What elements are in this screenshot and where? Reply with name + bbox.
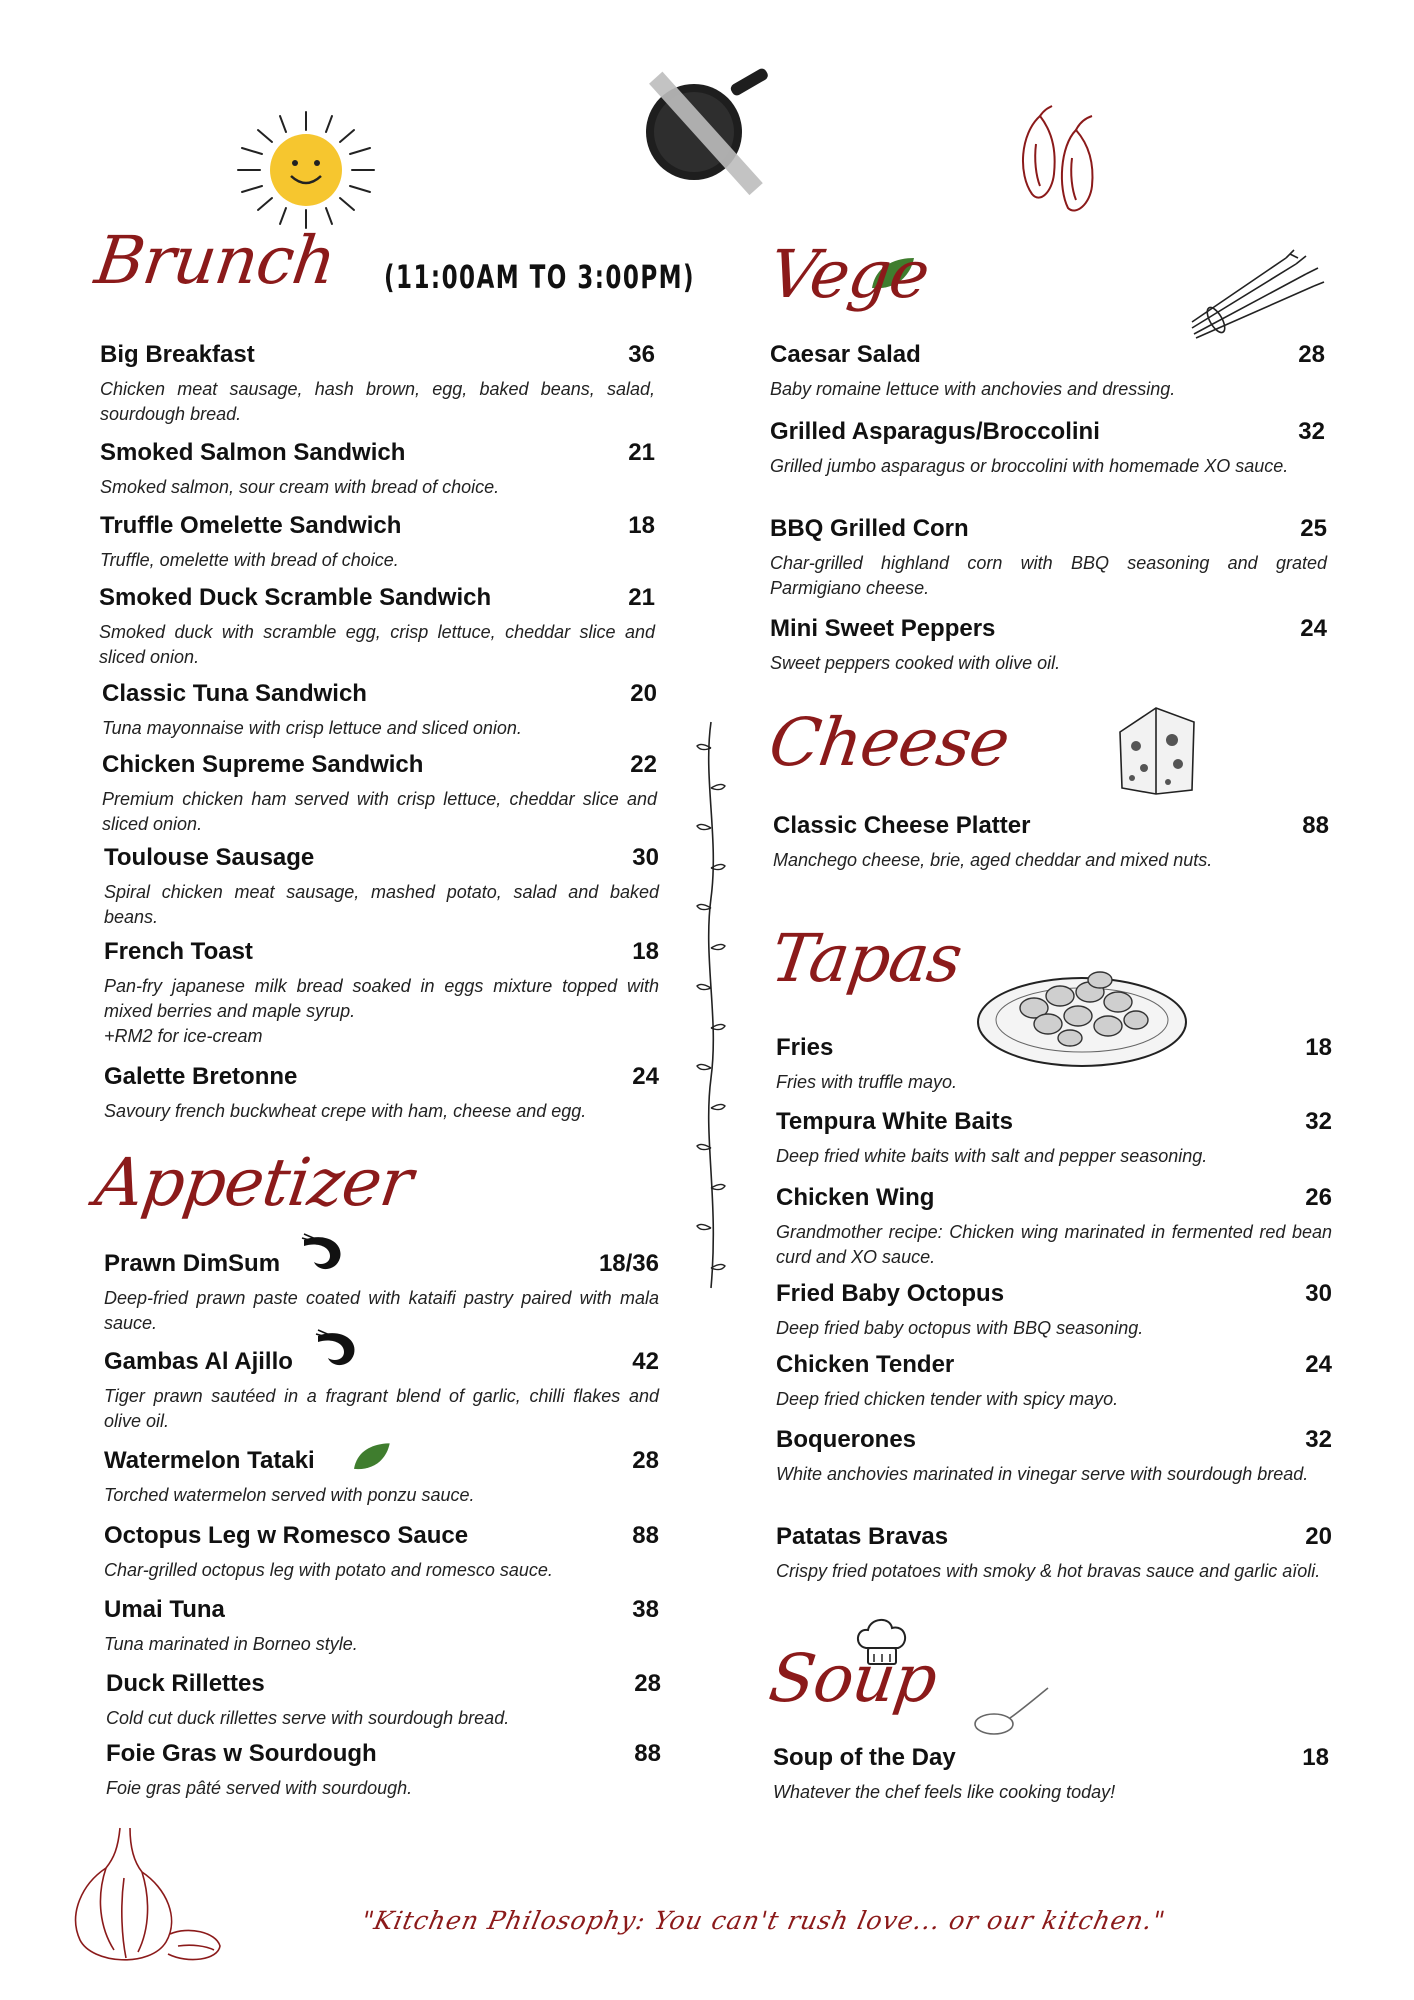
item-name: Smoked Duck Scramble Sandwich <box>99 584 492 611</box>
item-name: Foie Gras w Sourdough <box>106 1740 377 1767</box>
item-description: Baby romaine lettuce with anchovies and dressing. <box>770 379 1176 399</box>
cheese-title: Cheese <box>764 704 1014 781</box>
item-price: 24 <box>1305 1351 1332 1378</box>
item-price: 88 <box>634 1740 661 1767</box>
vine-divider-icon <box>688 718 734 1294</box>
item-name: Boquerones <box>776 1426 917 1453</box>
item-description: Chicken meat sausage, hash brown, egg, baked beans, salad, sourdough bread. <box>100 379 655 424</box>
item-name: Duck Rillettes <box>106 1670 265 1697</box>
item-description: Smoked salmon, sour cream with bread of choice. <box>100 477 500 497</box>
item-price: 22 <box>630 751 657 778</box>
item-description: Crispy fried potatoes with smoky & hot bravas sauce and garlic aïoli. <box>776 1561 1321 1581</box>
item-description: Spiral chicken meat sausage, mashed potato, salad and baked beans. <box>104 882 659 927</box>
item-description: Cold cut duck rillettes serve with sourdough bread. <box>106 1708 510 1728</box>
item-name: BBQ Grilled Corn <box>770 515 969 542</box>
item-price: 25 <box>1300 515 1327 542</box>
item-description: Fries with truffle mayo. <box>776 1072 958 1092</box>
item-description: White anchovies marinated in vinegar serve with sourdough bread. <box>776 1464 1309 1484</box>
item-description: Manchego cheese, brie, aged cheddar and mixed nuts. <box>773 850 1213 870</box>
asparagus-icon <box>1186 238 1328 342</box>
item-description: Char-grilled highland corn with BBQ seasoning and grated Parmigiano cheese. <box>770 553 1327 598</box>
item-price: 18 <box>632 938 659 965</box>
kitchen-philosophy-quote: "Kitchen Philosophy: You can't rush love... or our kitchen." <box>358 1906 1169 1935</box>
item-description: Deep fried white baits with salt and pepper seasoning. <box>776 1146 1208 1166</box>
item-price: 36 <box>628 341 655 368</box>
item-price: 32 <box>1298 418 1325 445</box>
skillet-icon <box>636 68 776 208</box>
item-name: Chicken Tender <box>776 1351 955 1378</box>
item-description: Deep fried baby octopus with BBQ seasoning. <box>776 1318 1144 1338</box>
item-name: Octopus Leg w Romesco Sauce <box>104 1522 469 1549</box>
item-price: 28 <box>632 1447 659 1474</box>
item-description: Foie gras pâté served with sourdough. <box>106 1778 413 1798</box>
item-name: Classic Cheese Platter <box>773 812 1031 839</box>
item-price: 21 <box>628 439 655 466</box>
item-name: Fried Baby Octopus <box>776 1280 1005 1307</box>
soup-title: Soup <box>764 1640 942 1717</box>
item-price: 88 <box>632 1522 659 1549</box>
item-description: Savoury french buckwheat crepe with ham, cheese and egg. <box>104 1101 587 1121</box>
item-name: Watermelon Tataki <box>104 1447 315 1474</box>
item-price: 32 <box>1305 1108 1332 1135</box>
item-description: Tiger prawn sautéed in a fragrant blend of garlic, chilli flakes and olive oil. <box>104 1386 659 1431</box>
item-price: 38 <box>632 1596 659 1623</box>
item-description: Deep fried chicken tender with spicy mayo. <box>776 1389 1119 1409</box>
item-name: Patatas Bravas <box>776 1523 949 1550</box>
item-description: Tuna marinated in Borneo style. <box>104 1634 358 1654</box>
item-name: Big Breakfast <box>100 341 255 368</box>
item-price: 42 <box>632 1348 659 1375</box>
item-description: Torched watermelon served with ponzu sauce. <box>104 1485 475 1505</box>
item-name: Grilled Asparagus/Broccolini <box>770 418 1100 445</box>
brunch-hours: (11:00AM TO 3:00PM) <box>384 258 695 296</box>
item-price: 20 <box>1305 1523 1332 1550</box>
item-price: 28 <box>634 1670 661 1697</box>
item-price: 26 <box>1305 1184 1332 1211</box>
item-name: Tempura White Baits <box>776 1108 1013 1135</box>
item-name: Galette Bretonne <box>104 1063 298 1090</box>
item-description: Char-grilled octopus leg with potato and romesco sauce. <box>104 1560 553 1580</box>
appetizer-title: Appetizer <box>90 1144 417 1221</box>
tapas-title: Tapas <box>766 920 967 997</box>
item-name: Prawn DimSum <box>104 1250 281 1277</box>
item-price: 24 <box>632 1063 659 1090</box>
item-description: Whatever the chef feels like cooking today! <box>773 1782 1116 1802</box>
item-name: Umai Tuna <box>104 1596 225 1623</box>
brunch-title: Brunch <box>90 222 340 299</box>
item-name: Chicken Supreme Sandwich <box>102 751 424 778</box>
item-description: Pan-fry japanese milk bread soaked in eggs mixture topped with mixed berries and maple syrup. +RM2 for ice-cream <box>104 976 659 1046</box>
item-price: 18/36 <box>598 1250 659 1277</box>
item-name: Truffle Omelette Sandwich <box>100 512 402 539</box>
item-description: Grandmother recipe: Chicken wing marinated in fermented red bean curd and XO sauce. <box>776 1222 1332 1267</box>
item-name: Mini Sweet Peppers <box>770 615 996 642</box>
item-price: 30 <box>632 844 659 871</box>
item-name: Soup of the Day <box>773 1744 956 1771</box>
vegetarian-leaf-icon <box>350 1440 392 1474</box>
garlic-icon <box>58 1818 228 1974</box>
item-name: Gambas Al Ajillo <box>104 1348 293 1375</box>
cheese-icon <box>1112 702 1200 800</box>
item-name: Smoked Salmon Sandwich <box>100 439 406 466</box>
item-price: 18 <box>628 512 655 539</box>
item-price: 32 <box>1305 1426 1332 1453</box>
item-name: French Toast <box>104 938 253 965</box>
sun-icon <box>228 108 384 232</box>
shrimp-icon <box>298 1232 346 1274</box>
vege-title: Vege <box>764 236 934 313</box>
item-description: Smoked duck with scramble egg, crisp lettuce, cheddar slice and sliced onion. <box>99 622 655 667</box>
item-description: Deep-fried prawn paste coated with kataifi pastry paired with mala sauce. <box>104 1288 659 1333</box>
chili-peppers-icon <box>1010 104 1120 220</box>
item-price: 18 <box>1302 1744 1329 1771</box>
item-price: 88 <box>1302 812 1329 839</box>
item-description: Tuna mayonnaise with crisp lettuce and sliced onion. <box>102 718 522 738</box>
item-price: 21 <box>628 584 655 611</box>
item-name: Chicken Wing <box>776 1184 935 1211</box>
item-price: 24 <box>1300 615 1327 642</box>
item-price: 30 <box>1305 1280 1332 1307</box>
item-price: 28 <box>1298 341 1325 368</box>
item-description: Grilled jumbo asparagus or broccolini with homemade XO sauce. <box>770 456 1289 476</box>
item-price: 18 <box>1305 1034 1332 1061</box>
tapas-plate-icon <box>972 950 1192 1070</box>
item-description: Truffle, omelette with bread of choice. <box>100 550 399 570</box>
item-name: Caesar Salad <box>770 341 921 368</box>
item-price: 20 <box>630 680 657 707</box>
item-name: Toulouse Sausage <box>104 844 315 871</box>
item-description: Sweet peppers cooked with olive oil. <box>770 653 1061 673</box>
item-name: Classic Tuna Sandwich <box>102 680 367 707</box>
item-description: Premium chicken ham served with crisp lettuce, cheddar slice and sliced onion. <box>102 789 657 834</box>
item-name: Fries <box>776 1034 834 1061</box>
ladle-icon <box>972 1684 1052 1738</box>
